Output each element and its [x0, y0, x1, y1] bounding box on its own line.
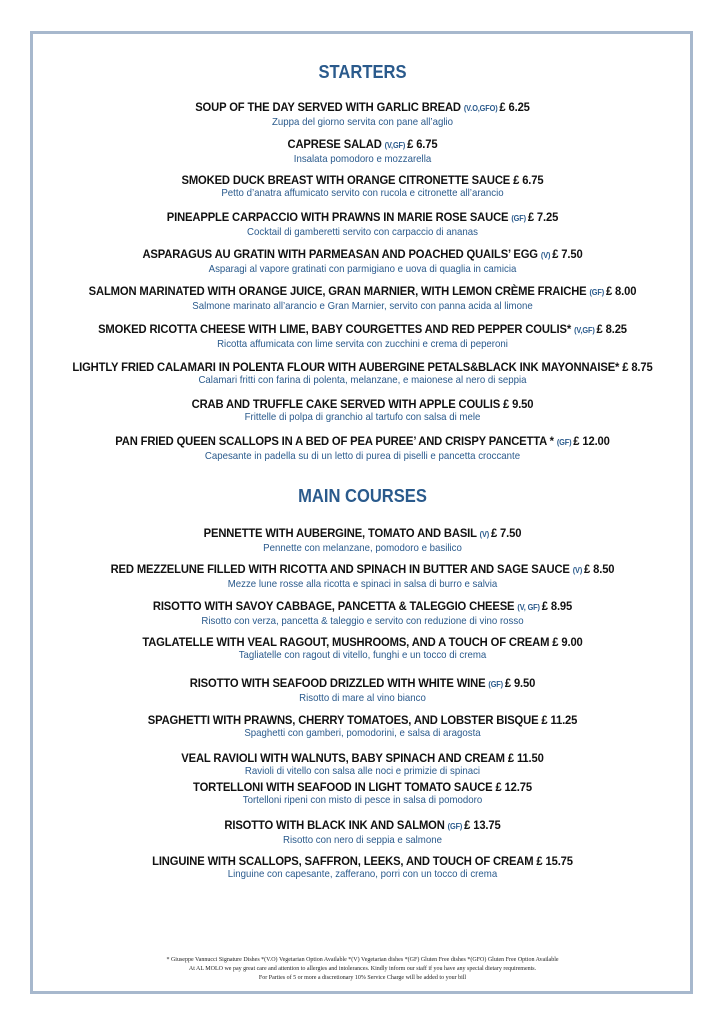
dish-price: £ 9.00: [552, 635, 583, 649]
dietary-tag: (GF): [556, 438, 574, 447]
dish-italian-description: Asparagi al vapore gratinati con parmigiano e uova di quaglia in camicia: [208, 263, 517, 275]
dietary-tag: (GF): [589, 288, 606, 297]
starter-item: [0, 434, 725, 463]
dietary-tag: (V,GF): [574, 326, 597, 335]
dietary-tag: (V): [479, 530, 491, 539]
starter-item: [0, 210, 725, 239]
dish-italian-description: Pennette con melanzane, pomodoro e basilico: [263, 542, 462, 554]
dish-price: £ 6.75: [407, 137, 438, 151]
dish-name: [29, 635, 696, 649]
dish-title: LINGUINE WITH SCALLOPS, SAFFRON, LEEKS, AND TOUCH OF CREAM: [152, 854, 537, 868]
dish-title: VEAL RAVIOLI WITH WALNUTS, BABY SPINACH AND CREAM: [181, 751, 508, 765]
footer-service-charge: For Parties of 5 or more a discretionary 10% Service Charge will be added to your bill: [258, 975, 467, 981]
dish-price: £ 11.25: [541, 713, 578, 727]
starter-item: [0, 173, 725, 200]
dish-name: [29, 751, 696, 765]
dish-italian-description: Cocktail di gamberetti servito con carpaccio di ananas: [247, 226, 478, 238]
dish-title: SMOKED RICOTTA CHEESE WITH LIME, BABY COURGETTES AND RED PEPPER COULIS*: [98, 322, 575, 336]
dish-italian-description: Salmone marinato all’arancio e Gran Marnier, servito con panna acida al limone: [192, 300, 533, 312]
dish-name: [29, 526, 696, 542]
main-course-item: [0, 818, 725, 847]
dish-title: RED MEZZELUNE FILLED WITH RICOTTA AND SPINACH IN BUTTER AND SAGE SAUCE: [110, 562, 573, 576]
dish-name: [29, 713, 696, 727]
starter-item: [0, 137, 725, 166]
dish-price: £ 8.50: [584, 562, 615, 576]
dish-italian-description: Insalata pomodoro e mozzarella: [293, 153, 432, 165]
dish-price: £ 12.75: [495, 780, 532, 794]
dish-price: £ 7.50: [552, 247, 583, 261]
dietary-tag: (GF): [488, 680, 505, 689]
dish-title: ASPARAGUS AU GRATIN WITH PARMEASAN AND POACHED QUAILS’ EGG: [142, 247, 541, 261]
dish-title: TAGLATELLE WITH VEAL RAGOUT, MUSHROOMS, AND A TOUCH OF CREAM: [142, 635, 553, 649]
dish-name: [29, 322, 696, 338]
dish-name: [29, 284, 696, 300]
dish-italian-description: Linguine con capesante, zafferano, porri con un tocco di crema: [227, 868, 498, 880]
dish-title: PINEAPPLE CARPACCIO WITH PRAWNS IN MARIE ROSE SAUCE: [166, 210, 512, 224]
dish-price: £ 8.00: [605, 284, 637, 298]
dish-name: [29, 247, 696, 263]
dish-italian-description: Ravioli di vitello con salsa alle noci e primizie di spinaci: [244, 765, 481, 777]
dish-price: £ 8.25: [596, 322, 627, 336]
main-course-item: [0, 526, 725, 555]
dish-italian-description: Tortelloni ripeni con misto di pesce in salsa di pomodoro: [242, 794, 483, 806]
main-course-item: [0, 562, 725, 591]
dish-price: £ 15.75: [536, 854, 573, 868]
starter-item: [0, 360, 725, 387]
dish-italian-description: Ricotta affumicata con lime servita con zucchini e crema di peperoni: [217, 338, 508, 350]
dish-italian-description: Risotto di mare al vino bianco: [299, 692, 426, 704]
dietary-tag: (V): [540, 251, 553, 260]
dish-italian-description: Risotto con nero di seppia e salmone: [283, 834, 442, 846]
dish-name: [29, 434, 696, 450]
dish-price: £ 7.50: [490, 526, 522, 540]
dietary-tag: (V.O,GFO): [463, 104, 500, 113]
dish-title: SOUP OF THE DAY SERVED WITH GARLIC BREAD: [195, 100, 464, 114]
dish-title: RISOTTO WITH SEAFOOD DRIZZLED WITH WHITE WINE: [189, 676, 489, 690]
main-course-item: [0, 713, 725, 740]
dish-italian-description: Mezze lune rosse alla ricotta e spinaci in salsa di burro e salvia: [227, 578, 498, 590]
dish-title: LIGHTLY FRIED CALAMARI IN POLENTA FLOUR WITH AUBERGINE PETALS&BLACK INK MAYONNAISE*: [72, 360, 623, 374]
dish-name: [29, 818, 696, 834]
dish-price: £ 6.25: [499, 100, 530, 114]
dish-name: [29, 173, 696, 187]
dietary-tag: (GF): [447, 822, 465, 831]
main-course-item: [0, 635, 725, 662]
dietary-tag: (V): [572, 566, 585, 575]
dish-title: SPAGHETTI WITH PRAWNS, CHERRY TOMATOES, AND LOBSTER BISQUE: [147, 713, 542, 727]
dish-price: £ 13.75: [464, 818, 501, 832]
main-course-item: [0, 751, 725, 778]
dish-italian-description: Tagliatelle con ragout di vitello, funghi e un tocco di crema: [238, 649, 487, 661]
starters-title: STARTERS: [318, 62, 407, 82]
dish-italian-description: Spaghetti con gamberi, pomodorini, e salsa di aragosta: [244, 727, 481, 739]
dish-name: [29, 780, 696, 794]
dish-name: [29, 360, 696, 374]
dish-title: SMOKED DUCK BREAST WITH ORANGE CITRONETTE SAUCE: [181, 173, 514, 187]
dish-title: CAPRESE SALAD: [287, 137, 385, 151]
main-course-item: [0, 676, 725, 705]
dish-title: PAN FRIED QUEEN SCALLOPS IN A BED OF PEA PUREE’ AND CRISPY PANCETTA *: [115, 434, 557, 448]
dish-italian-description: Calamari fritti con farina di polenta, melanzane, e maionese al nero di seppia: [198, 374, 527, 386]
dish-title: PENNETTE WITH AUBERGINE, TOMATO AND BASIL: [203, 526, 480, 540]
dish-price: £ 12.00: [573, 434, 610, 448]
dish-price: £ 9.50: [504, 676, 536, 690]
dish-name: [29, 854, 696, 868]
dish-price: £ 11.50: [507, 751, 544, 765]
dish-name: [29, 397, 696, 411]
dietary-tag: (V, GF): [517, 603, 542, 612]
starter-item: [0, 247, 725, 276]
dish-italian-description: Frittelle di polpa di granchio al tartufo con salsa di mele: [244, 411, 481, 423]
dish-name: [29, 599, 696, 615]
starter-item: [0, 284, 725, 313]
main-course-item: [0, 780, 725, 807]
dietary-tag: (V,GF): [384, 141, 408, 150]
dish-italian-description: Petto d’anatra affumicato servito con rucola e citronette all’arancio: [221, 187, 504, 199]
dish-title: RISOTTO WITH BLACK INK AND SALMON: [224, 818, 448, 832]
dish-name: [29, 100, 696, 116]
dietary-tag: (GF): [511, 214, 528, 223]
dish-title: RISOTTO WITH SAVOY CABBAGE, PANCETTA & TALEGGIO CHEESE: [152, 599, 518, 613]
dish-price: £ 7.25: [527, 210, 559, 224]
dish-name: [29, 137, 696, 153]
main-course-item: [0, 599, 725, 628]
dish-price: £ 8.75: [622, 360, 653, 374]
dish-italian-description: Capesante in padella su di un letto di purea di piselli e pancetta croccante: [204, 450, 521, 462]
dish-price: £ 8.95: [541, 599, 573, 613]
starter-item: [0, 397, 725, 424]
footer-allergy-note: At AL MOLO we pay great care and attention to allergies and intolerances. Kindly inform our staff if you have any special dietary requirements.: [188, 966, 537, 972]
main-course-item: [0, 854, 725, 881]
dish-italian-description: Risotto con verza, pancetta & taleggio e servito con reduzione di vino rosso: [201, 615, 524, 627]
main-courses-title: MAIN COURSES: [298, 486, 427, 506]
starter-item: [0, 100, 725, 129]
dish-price: £ 6.75: [513, 173, 544, 187]
dish-price: £ 9.50: [503, 397, 534, 411]
starter-item: [0, 322, 725, 351]
footer-legend: * Giuseppe Vannucci Signature Dishes *(V.O) Vegetarian Option Available *(V) Vegetarian dishes *(GF) Gluten Free dishes *(GFO) Gluten Free Option Available: [166, 957, 559, 963]
dish-name: [29, 210, 696, 226]
dish-title: TORTELLONI WITH SEAFOOD IN LIGHT TOMATO SAUCE: [193, 780, 496, 794]
dish-name: [29, 562, 696, 578]
dish-name: [29, 676, 696, 692]
dish-title: CRAB AND TRUFFLE CAKE SERVED WITH APPLE COULIS: [191, 397, 504, 411]
dish-italian-description: Zuppa del giorno servita con pane all’aglio: [272, 116, 453, 128]
dish-title: SALMON MARINATED WITH ORANGE JUICE, GRAN MARNIER, WITH LEMON CRÈME FRAICHE: [88, 284, 590, 298]
